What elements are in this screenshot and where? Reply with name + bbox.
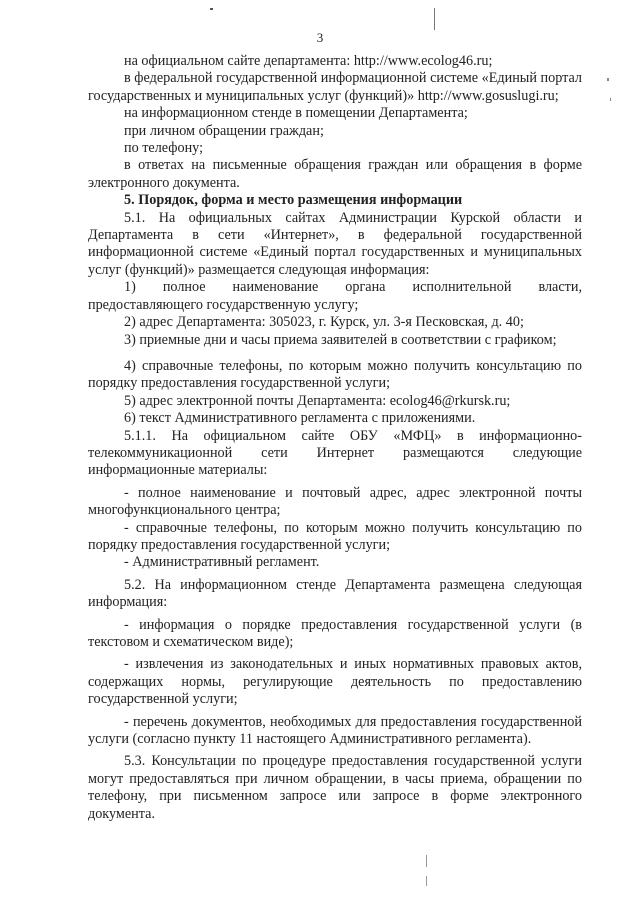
list-item-written: в ответах на письменные обращения граждан или обращения в форме электронного документа. — [88, 157, 582, 191]
list-item-3: 3) приемные дни и часы приема заявителей в соответствии с графиком; — [124, 331, 557, 348]
mfc-item-phones: - справочные телефоны, по которым можно получить консультацию по порядку предоставления государственной услуги; — [88, 519, 582, 553]
list-item-portal: в федеральной государственной информационной системе «Единый портал государственных и муниципальных услуг (функций)» http://www.gosuslugi.ru; — [88, 70, 582, 104]
scan-mark — [610, 98, 611, 101]
list-item-phone: по телефону; — [124, 140, 204, 157]
stand-item-documents: - перечень документов, необходимых для предоставления государственной услуги (согласно пункту 11 настоящего Административного регламента). — [88, 713, 582, 748]
list-item-4: 4) справочные телефоны, по которым можно получить консультацию по порядку предоставления государственной услуги; — [88, 357, 582, 392]
list-item-website: на официальном сайте департамента: http://www.ecolog46.ru; — [124, 53, 493, 69]
stand-item-procedure: - информация о порядке предоставления государственной услуги (в текстовом и схематическом виде); — [88, 616, 582, 650]
paragraph-5-1-1: 5.1.1. На официальном сайте ОБУ «МФЦ» в информационно-телекоммуникационной сети Интернет размещаются следующие информационные материалы: — [88, 427, 582, 479]
section-heading-5: 5. Порядок, форма и место размещения информации — [124, 192, 463, 209]
scan-mark — [607, 78, 609, 81]
list-item-1: 1) полное наименование органа исполнительной власти, предоставляющего государственную услугу; — [88, 279, 582, 313]
mfc-item-regulation: - Административный регламент. — [124, 554, 320, 571]
scan-mark — [426, 876, 427, 886]
list-item-5: 5) адрес электронной почты Департамента: ecolog46@rkursk.ru; — [124, 392, 511, 409]
mfc-item-address: - полное наименование и почтовый адрес, адрес электронной почты многофункционального центра; — [88, 484, 582, 519]
document-body — [88, 53, 582, 823]
list-item-6: 6) текст Административного регламента с приложениями. — [124, 410, 476, 427]
list-item-stand: на информационном стенде в помещении Департамента; — [124, 105, 468, 122]
list-item-personal: при личном обращении граждан; — [124, 122, 324, 139]
scan-mark — [426, 855, 427, 867]
stand-item-extracts: - извлечения из законодательных и иных нормативных правовых актов, содержащих нормы, регулирующие деятельность по предоставлению государственной услуги; — [88, 656, 582, 708]
paragraph-5-1: 5.1. На официальных сайтах Администрации Курской области и Департамента в сети «Интернет», в федеральной государственной информационной системе «Единый портал государственных и муниципальных услуг (функций)» размещается следующая информация: — [88, 209, 582, 278]
paragraph-5-2: 5.2. На информационном стенде Департамента размещена следующая информация: — [88, 576, 582, 611]
scan-mark — [434, 8, 435, 30]
list-item-2: 2) адрес Департамента: 305023, г. Курск, ул. 3-я Песковская, д. 40; — [124, 314, 524, 331]
paragraph-5-3: 5.3. Консультации по процедуре предоставления государственной услуги могут предоставляться при личном обращении, в часы приема, обращении по телефону, при письменном запросе или запросе в форме электронного документа. — [88, 753, 582, 822]
page-number: 3 — [316, 30, 324, 45]
scan-mark — [210, 8, 213, 10]
